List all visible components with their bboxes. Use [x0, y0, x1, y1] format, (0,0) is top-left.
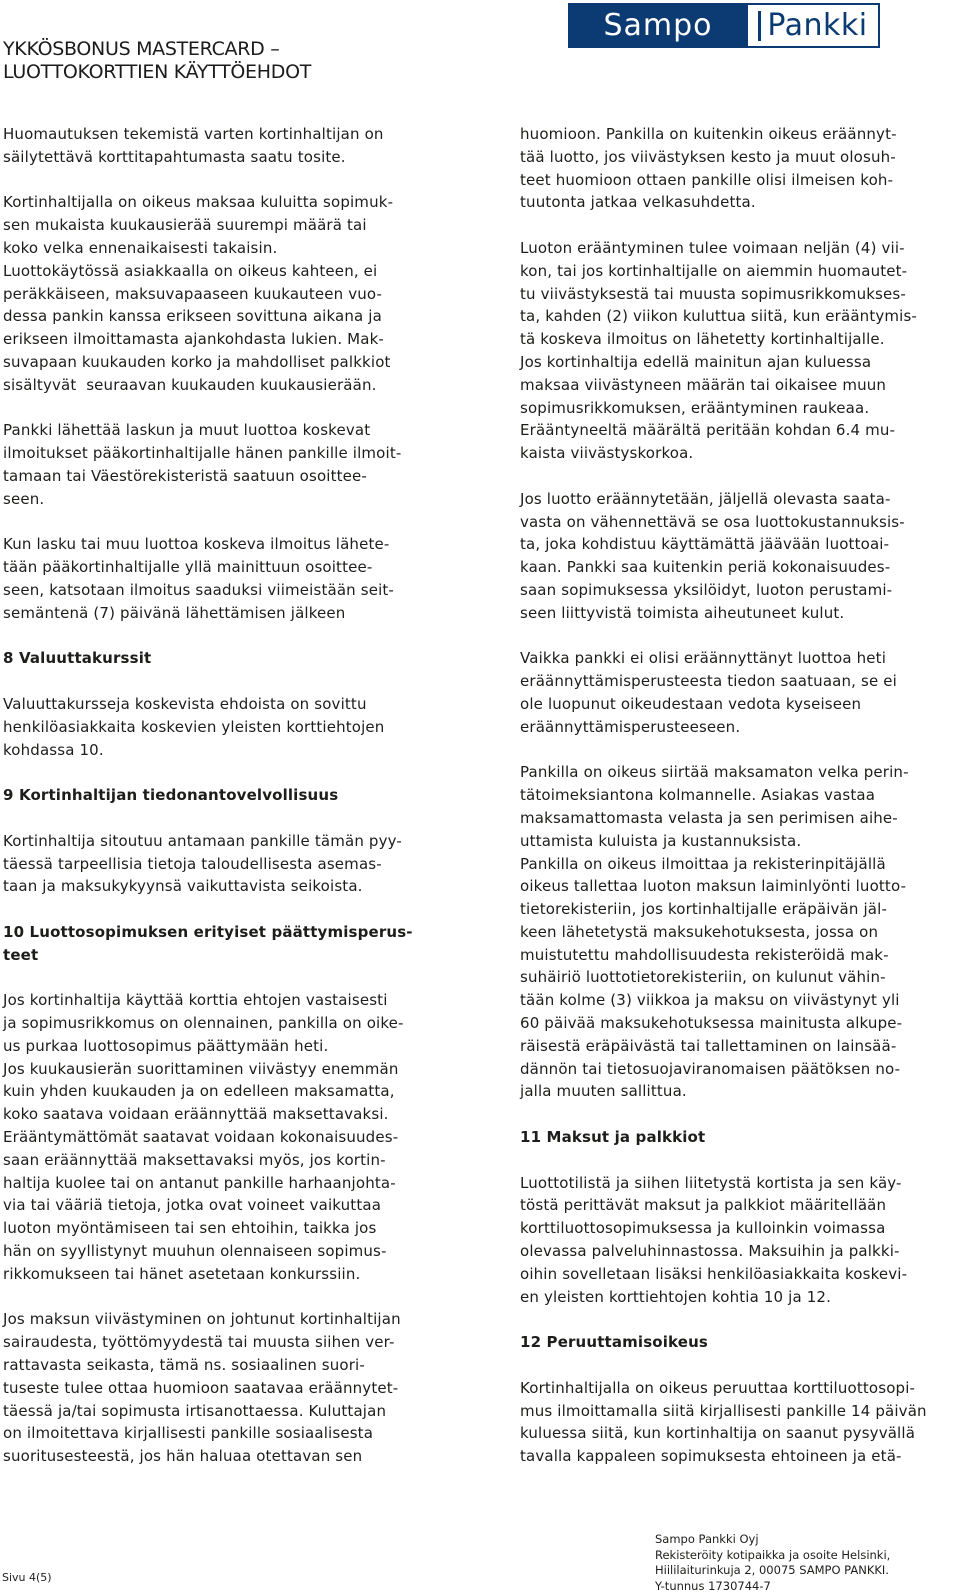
paragraph-gap	[520, 1149, 960, 1172]
title-line-2: LUOTTOKORTTIEN KÄYTTÖEHDOT	[3, 61, 312, 83]
paragraph-line: keen lähetetystä maksukehotuksesta, jossa on	[520, 922, 879, 941]
paragraph-line: Huomautuksen tekemistä varten kortinhaltijan on	[3, 125, 384, 143]
company-info-line: Hiililaiturinkuja 2, 00075 SAMPO PANKKI.	[655, 1563, 889, 1577]
paragraph-line: us purkaa luottosopimus päättymään heti.	[3, 1036, 329, 1055]
left-column	[3, 123, 458, 1468]
paragraph-line: henkilöasiakkaita koskevien yleisten korttiehtojen	[3, 717, 385, 736]
document-title	[3, 38, 311, 84]
paragraph-line: sairaudesta, työttömyydestä tai muusta siihen ver-	[3, 1333, 395, 1352]
paragraph-line: seen liittyvistä toimista aiheutuneet kulut.	[520, 603, 845, 622]
paragraph	[3, 123, 458, 169]
logo-divider	[758, 11, 761, 41]
section-heading-line: 9 Kortinhaltijan tiedonantovelvollisuus	[3, 786, 339, 805]
paragraph-line: ole luopunut oikeudestaan vedota kyseiseen	[520, 694, 862, 713]
paragraph-gap	[520, 214, 960, 237]
paragraph-line: tä koskeva ilmoitus on lähetetty kortinhaltijalle.	[520, 330, 885, 349]
paragraph-line: tuseste tulee ottaa huomioon saatavaa eräännytet-	[3, 1378, 399, 1397]
page-number: Sivu 4(5)	[2, 1571, 52, 1584]
paragraph	[520, 761, 960, 1103]
paragraph-line: jalla muuten sallittua.	[520, 1082, 687, 1101]
paragraph-line: muistutettu mahdollisuudesta rekisteröidä mak-	[520, 945, 889, 964]
paragraph-line: kohdassa 10.	[3, 740, 104, 759]
section-heading	[520, 1126, 960, 1149]
paragraph-line: saan eräännyttää maksettavaksi myös, jos kortin-	[3, 1150, 386, 1169]
paragraph-line: tavalla kappaleen sopimuksesta ehtoineen ja etä-	[520, 1447, 902, 1466]
paragraph-gap	[3, 898, 458, 921]
paragraph-line: säilytettävä korttitapahtumasta saatu tosite.	[3, 147, 346, 166]
paragraph	[520, 123, 960, 214]
right-column	[520, 123, 960, 1468]
paragraph-line: oikeus tallettaa luoton maksun laiminlyönti luotto-	[520, 877, 907, 896]
section-heading-line: 8 Valuuttakurssit	[3, 649, 152, 668]
paragraph-line: semäntenä (7) päivänä lähettämisen jälkeen	[3, 603, 346, 622]
paragraph-line: kaan. Pankki saa kuitenkin periä kokonaisuudes-	[520, 558, 891, 577]
section-heading	[520, 1331, 960, 1354]
paragraph-line: sen mukaista kuukausierää suurempi määrä tai	[3, 216, 367, 235]
paragraph-line: korttiluottosopimuksessa ja kulloinkin voimassa	[520, 1219, 886, 1238]
section-heading-line: 10 Luottosopimuksen erityiset päättymisperus-	[3, 922, 413, 941]
company-info-line: Sampo Pankki Oyj	[655, 1532, 759, 1546]
logo-right-box	[748, 3, 880, 48]
paragraph-line: saan sopimuksessa yksilöidyt, luoton perustami-	[520, 580, 893, 599]
paragraph-line: olevassa palveluhinnastossa. Maksuihin ja palkki-	[520, 1242, 900, 1261]
paragraph-line: mus ilmoittamalla siitä kirjallisesti pankille 14 päivän	[520, 1401, 927, 1420]
paragraph-line: dännön tai tietosuojaviranomaisen päätöksen no-	[520, 1059, 901, 1078]
paragraph-gap	[3, 670, 458, 693]
paragraph-line: en yleisten korttiehtojen kohtia 10 ja 12.	[520, 1287, 832, 1306]
paragraph	[520, 647, 960, 738]
paragraph-line: peräkkäiseen, maksuvapaaseen kuukauteen vuo-	[3, 284, 383, 303]
paragraph-gap	[3, 397, 458, 420]
sampo-pankki-logo	[568, 3, 880, 48]
paragraph-line: täessä tarpeellisia tietoja taloudellisesta asemas-	[3, 854, 382, 873]
section-heading	[3, 784, 458, 807]
company-info-line: Y-tunnus 1730744-7	[655, 1578, 771, 1593]
paragraph-line: Valuuttakursseja koskevista ehdoista on sovittu	[3, 694, 367, 713]
paragraph	[3, 419, 458, 510]
paragraph-line: tään kolme (3) viikkoa ja maksu on viivästynyt yli	[520, 991, 900, 1010]
paragraph	[520, 488, 960, 625]
paragraph-line: Jos kortinhaltija edellä mainitun ajan kuluessa	[520, 352, 872, 371]
paragraph-gap	[520, 465, 960, 488]
paragraph-line: taan ja maksukykyynsä vaikuttavista seikoista.	[3, 877, 363, 896]
paragraph-gap	[3, 807, 458, 830]
paragraph-line: Kortinhaltijalla on oikeus peruuttaa korttiluottosopi-	[520, 1378, 916, 1397]
paragraph-line: dessa pankin kanssa erikseen sovittuna aikana ja	[3, 307, 382, 326]
paragraph-line: täessä ja/tai sopimusta irtisanottaessa. Kuluttajan	[3, 1401, 387, 1420]
paragraph-line: suhäiriö luottotietorekisteriin, on kulunut vähin-	[520, 968, 886, 987]
paragraph	[520, 1377, 960, 1468]
paragraph-line: koko saatava voidaan eräännyttää maksettavaksi.	[3, 1105, 389, 1124]
paragraph-line: maksaa viivästyneen määrän tai oikaisee muun	[520, 375, 887, 394]
paragraph-line: tuutonta jatkaa velkasuhdetta.	[520, 193, 756, 212]
paragraph-line: ja sopimusrikkomus on olennainen, pankilla on oike-	[3, 1014, 404, 1033]
paragraph-line: sisältyvät seuraavan kuukauden kuukausierään.	[3, 375, 377, 394]
paragraph-gap	[520, 1308, 960, 1331]
paragraph-gap	[520, 625, 960, 648]
paragraph-line: eräännyttämisperusteeseen.	[520, 717, 741, 736]
paragraph-line: Jos maksun viivästyminen on johtunut kortinhaltijan	[3, 1310, 401, 1329]
paragraph-gap	[520, 1354, 960, 1377]
paragraph-gap	[520, 739, 960, 762]
paragraph-line: tamaan tai Väestörekisteristä saatuun osoittee-	[3, 466, 367, 485]
paragraph-line: huomioon. Pankilla on kuitenkin oikeus eräännyt-	[520, 125, 897, 143]
paragraph-line: seen.	[3, 489, 45, 508]
paragraph-line: suvapaan kuukauden korko ja mahdolliset palkkiot	[3, 352, 391, 371]
paragraph	[520, 1172, 960, 1309]
paragraph-line: eräännyttämisperusteesta tiedon saatuaan, se ei	[520, 672, 897, 691]
paragraph-line: via tai vääriä tietoja, jotka ovat voineet vaikuttaa	[3, 1196, 382, 1215]
paragraph-line: kaista viivästyskorkoa.	[520, 444, 694, 463]
paragraph-gap	[3, 169, 458, 192]
paragraph-line: Jos kuukausierän suorittaminen viivästyy enemmän	[3, 1059, 399, 1078]
paragraph-line: rattavasta seikasta, tämä ns. sosiaalinen suori-	[3, 1356, 365, 1375]
paragraph-line: oihin sovelletaan lisäksi henkilöasiakkaita koskevi-	[520, 1264, 908, 1283]
paragraph-line: koko velka ennenaikaisesti takaisin.	[3, 238, 278, 257]
paragraph-line: seen, katsotaan ilmoitus saaduksi viimeistään seit-	[3, 580, 394, 599]
paragraph-line: tätoimeksiantona kolmannelle. Asiakas vastaa	[520, 786, 876, 805]
logo-right: Pankki	[767, 8, 868, 43]
paragraph-line: teet huomioon ottaen pankille olisi ilmeisen koh-	[520, 170, 894, 189]
paragraph-gap	[3, 511, 458, 534]
paragraph	[3, 830, 458, 898]
paragraph-line: kuluessa siitä, kun kortinhaltija on saanut pysyvällä	[520, 1424, 916, 1443]
paragraph-line: erikseen ilmoittamasta ajankohdasta lukien. Mak-	[3, 330, 384, 349]
paragraph-line: uttamista kuluista ja kustannuksista.	[520, 831, 802, 850]
paragraph-gap	[3, 625, 458, 648]
paragraph-line: Kun lasku tai muu luottoa koskeva ilmoitus lähete-	[3, 535, 390, 554]
paragraph-line: 60 päivää maksukehotuksessa mainitusta alkupe-	[520, 1014, 903, 1033]
paragraph-line: rikkomukseen tai hänet asetetaan konkurssiin.	[3, 1264, 361, 1283]
paragraph-line: Kortinhaltijalla on oikeus maksaa kuluitta sopimuk-	[3, 193, 394, 212]
paragraph-line: ta, joka kohdistuu käyttämättä jäävään luottoai-	[520, 535, 890, 554]
paragraph-line: Pankilla on oikeus siirtää maksamaton velka perin-	[520, 763, 909, 782]
paragraph-line: tu viivästyksestä tai muusta sopimusrikkomukses-	[520, 284, 906, 303]
title-line-1: YKKÖSBONUS MASTERCARD –	[3, 38, 280, 60]
paragraph	[3, 191, 458, 396]
paragraph-line: suoritusesteestä, jos hän haluaa otettavan sen	[3, 1447, 363, 1466]
paragraph-line: kuin yhden kuukauden ja on edelleen maksamatta,	[3, 1082, 395, 1101]
paragraph-line: hän on syyllistynyt muuhun olennaiseen sopimus-	[3, 1242, 387, 1261]
paragraph-line: Jos kortinhaltija käyttää korttia ehtojen vastaisesti	[3, 991, 388, 1010]
paragraph-line: on ilmoitettava kirjallisesti pankille sosiaalisesta	[3, 1424, 374, 1443]
paragraph	[3, 533, 458, 624]
paragraph-gap	[3, 966, 458, 989]
paragraph-line: Jos luotto eräännytetään, jäljellä olevasta saata-	[520, 489, 891, 508]
paragraph	[3, 1308, 458, 1468]
paragraph-line: Kortinhaltija sitoutuu antamaan pankille tämän pyy-	[3, 831, 402, 850]
paragraph-line: sopimusrikkomuksen, erääntyminen raukeaa.	[520, 398, 870, 417]
paragraph-line: Pankki lähettää laskun ja muut luottoa koskevat	[3, 421, 371, 440]
paragraph-gap	[3, 1286, 458, 1309]
company-info	[655, 1532, 890, 1594]
section-heading-line: 11 Maksut ja palkkiot	[520, 1128, 706, 1147]
paragraph-line: haltija kuolee tai on antanut pankille harhaanjohta-	[3, 1173, 396, 1192]
paragraph-line: luoton myöntämiseen tai sen ehtoihin, taikka jos	[3, 1219, 377, 1238]
paragraph-line: Luottokäytössä asiakkaalla on oikeus kahteen, ei	[3, 261, 378, 280]
paragraph-gap	[520, 1103, 960, 1126]
paragraph-line: töstä perittävät maksut ja palkkiot määritellään	[520, 1196, 887, 1215]
paragraph-line: Erääntymättömät saatavat voidaan kokonaisuudes-	[3, 1128, 399, 1147]
paragraph-line: tietorekisteriin, jos kortinhaltijalle eräpäivän jäl-	[520, 900, 888, 919]
paragraph-line: ilmoitukset pääkortinhaltijalle hänen pankille ilmoit-	[3, 444, 402, 463]
paragraph-line: Vaikka pankki ei olisi eräännyttänyt luottoa heti	[520, 649, 887, 668]
paragraph-line: Erääntyneeltä määrältä peritään kohdan 6.4 mu-	[520, 421, 896, 440]
paragraph-line: Luoton erääntyminen tulee voimaan neljän (4) vii-	[520, 238, 905, 257]
paragraph-line: räisestä eräpäivästä tai tallettaminen on lainsää-	[520, 1036, 897, 1055]
paragraph-line: Luottotilistä ja siihen liitetystä kortista ja sen käy-	[520, 1173, 902, 1192]
section-heading-line: teet	[3, 945, 39, 964]
paragraph-line: tää luotto, jos viivästyksen kesto ja muut olosuh-	[520, 147, 896, 166]
paragraph-line: maksamattomasta velasta ja sen perimisen aihe-	[520, 808, 898, 827]
section-heading	[3, 921, 458, 967]
paragraph-line: vasta on vähennettävä se osa luottokustannuksis-	[520, 512, 905, 531]
company-info-line: Rekisteröity kotipaikka ja osoite Helsinki,	[655, 1547, 891, 1562]
paragraph-line: kon, tai jos kortinhaltijalle on aiemmin huomautet-	[520, 261, 908, 280]
paragraph-gap	[3, 761, 458, 784]
paragraph	[520, 237, 960, 465]
paragraph	[3, 693, 458, 761]
section-heading-line: 12 Peruuttamisoikeus	[520, 1333, 708, 1352]
section-heading	[3, 647, 458, 670]
paragraph-line: Pankilla on oikeus ilmoittaa ja rekisterinpitäjällä	[520, 854, 886, 873]
paragraph	[3, 989, 458, 1285]
paragraph-line: tään pääkortinhaltijalle yllä mainittuun osoittee-	[3, 558, 373, 577]
paragraph-line: ta, kahden (2) viikon kuluttua siitä, kun erääntymis-	[520, 307, 917, 326]
logo-left: Sampo	[568, 3, 748, 48]
